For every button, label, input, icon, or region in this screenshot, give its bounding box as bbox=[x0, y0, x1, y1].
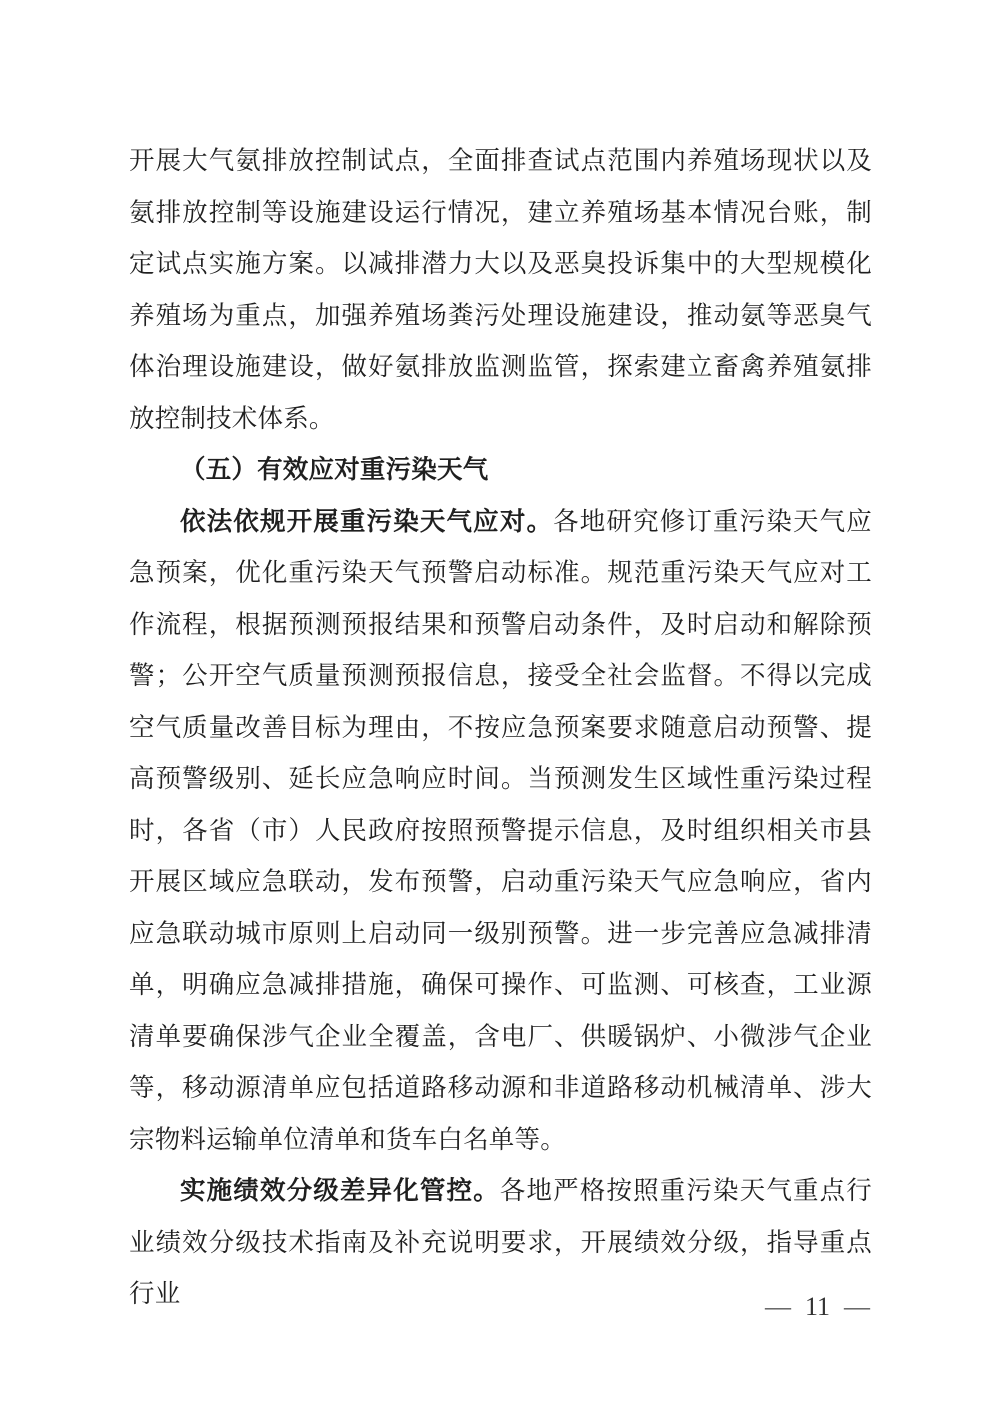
paragraph-continuation: 开展大气氨排放控制试点，全面排查试点范围内养殖场现状以及氨排放控制等设施建设运行情况，建立养殖场基本情况台账，制定试点实施方案。以减排潜力大以及恶臭投诉集中的大型规模化养殖场为重点，加强养殖场粪污处理设施建设，推动氨等恶臭气体治理设施建设，做好氨排放监测监管，探索建立畜禽养殖氨排放控制技术体系。 bbox=[129, 146, 872, 433]
footer-right-dash: — bbox=[844, 1292, 870, 1321]
paragraph-response-lead: 依法依规开展重污染天气应对。 bbox=[180, 506, 554, 536]
paragraph-grading-body: 各地严格按照重污染天气重点行业绩效分级技术指南及补充说明要求，开展绩效分级，指导重点行业 bbox=[129, 1176, 872, 1308]
page-number: 11 bbox=[804, 1292, 830, 1321]
footer-left-dash: — bbox=[764, 1292, 791, 1321]
paragraph-response-body: 各地研究修订重污染天气应急预案，优化重污染天气预警启动标准。规范重污染天气应对工作流程，根据预测预报结果和预警启动条件，及时启动和解除预警；公开空气质量预测预报信息，接受全社会监督。不得以完成空气质量改善目标为理由，不按应急预案要求随意启动预警、提高预警级别、延长应急响应时间。当预测发生区域性重污染过程时，各省（市）人民政府按照预警提示信息，及时组织相关市县开展区域应急联动，发布预警，启动重污染天气应急响应，省内应急联动城市原则上启动同一级别预警。进一步完善应急减排清单，明确应急减排措施，确保可操作、可监测、可核查，工业源清单要确保涉气企业全覆盖，含电厂、供暖锅炉、小微涉气企业等，移动源清单应包括道路移动源和非道路移动机械清单、涉大宗物料运输单位清单和货车白名单等。 bbox=[129, 506, 872, 1154]
paragraph-response bbox=[129, 496, 872, 1166]
section-heading: （五）有效应对重污染天气 bbox=[180, 455, 489, 484]
document-body bbox=[129, 135, 872, 1320]
page-footer bbox=[670, 1292, 870, 1322]
paragraph-grading-lead: 实施绩效分级差异化管控。 bbox=[180, 1176, 500, 1205]
